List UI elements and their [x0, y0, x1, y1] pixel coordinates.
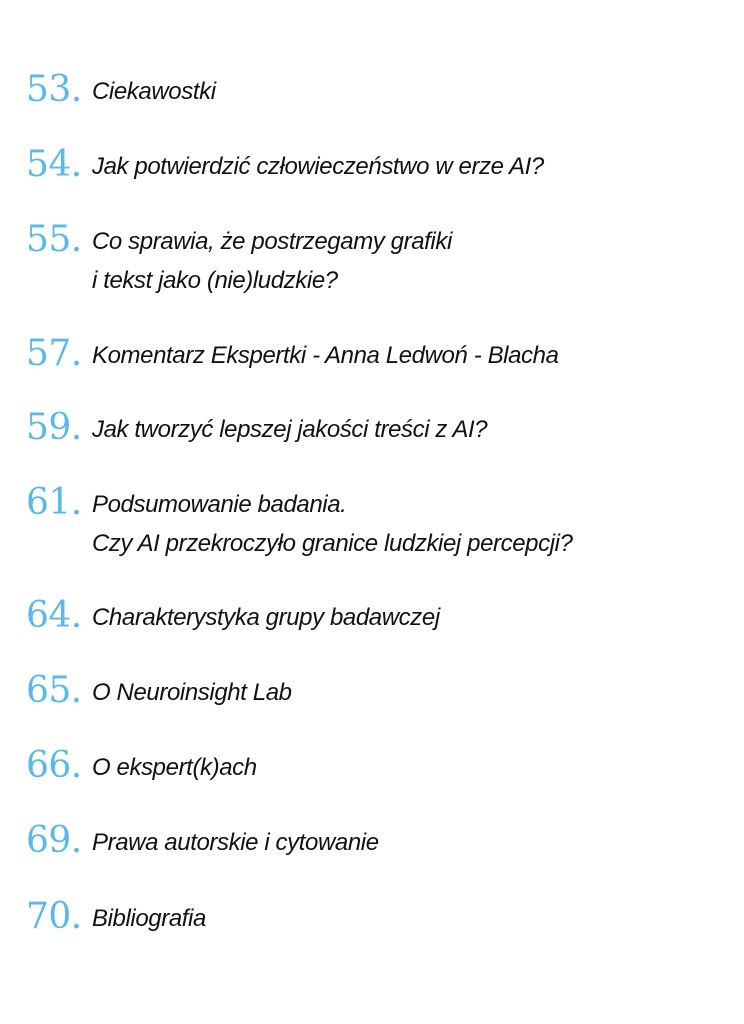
toc-title-line: Co sprawia, że postrzegamy grafiki [92, 228, 452, 255]
toc-entry-70[interactable] [26, 896, 206, 938]
toc-entry-59[interactable] [26, 407, 488, 449]
toc-entry-title [92, 899, 206, 938]
toc-title-line: Jak potwierdzić człowieczeństwo w erze AI? [92, 153, 544, 180]
toc-page-number: 65. [26, 670, 82, 711]
toc-entry-55[interactable] [26, 219, 452, 300]
toc-entry-54[interactable] [26, 144, 544, 186]
toc-page-number: 54. [26, 144, 82, 185]
toc-entry-title [92, 336, 559, 375]
toc-entry-title [92, 748, 257, 787]
toc-entry-64[interactable] [26, 595, 440, 637]
toc-page-number: 64. [26, 595, 82, 636]
toc-entry-title [92, 410, 487, 449]
toc-title-line: O Neuroinsight Lab [92, 679, 292, 706]
toc-entry-title [92, 147, 544, 186]
toc-page-number: 66. [26, 745, 82, 786]
toc-page-number: 61. [26, 482, 82, 523]
toc-entry-53[interactable] [26, 69, 216, 111]
toc-title-line: Komentarz Ekspertki - Anna Ledwoń - Blacha [92, 342, 559, 369]
toc-page-number: 59. [26, 407, 82, 448]
toc-entry-title [92, 222, 452, 300]
toc-entry-57[interactable] [26, 333, 559, 375]
toc-entry-title [92, 598, 440, 637]
toc-page-number: 70. [26, 896, 82, 937]
toc-entry-66[interactable] [26, 745, 257, 787]
toc-title-line: Charakterystyka grupy badawczej [92, 604, 440, 631]
toc-page-number: 53. [26, 69, 82, 110]
toc-title-line: Prawa autorskie i cytowanie [92, 829, 379, 856]
toc-page-number: 57. [26, 333, 82, 374]
toc-entry-title [92, 673, 292, 712]
toc-title-line: i tekst jako (nie)ludzkie? [92, 267, 338, 294]
toc-title-line: Podsumowanie badania. [92, 491, 347, 518]
toc-entry-title [92, 72, 216, 111]
toc-entry-title [92, 485, 573, 563]
toc-entry-65[interactable] [26, 670, 292, 712]
toc-entry-title [92, 823, 379, 862]
toc-title-line: Czy AI przekroczyło granice ludzkiej percepcji? [92, 530, 573, 557]
toc-title-line: Ciekawostki [92, 78, 216, 105]
toc-title-line: Bibliografia [92, 905, 206, 932]
toc-page-number: 55. [26, 219, 82, 260]
toc-entry-61[interactable] [26, 482, 573, 563]
toc-title-line: Jak tworzyć lepszej jakości treści z AI? [92, 416, 488, 443]
toc-page-number: 69. [26, 820, 82, 861]
toc-title-line: O ekspert(k)ach [92, 754, 257, 781]
toc-entry-69[interactable] [26, 820, 379, 862]
